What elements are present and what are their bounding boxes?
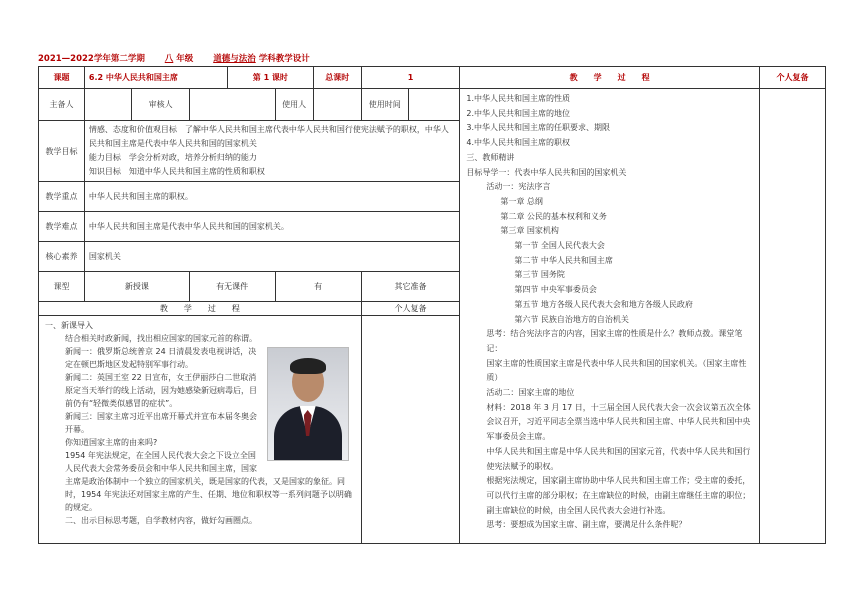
user-value <box>313 89 361 121</box>
lesson-plan-table <box>38 66 826 544</box>
sub-personal-notes <box>361 316 460 544</box>
process-line: 第三节 国务院 <box>514 270 565 280</box>
sub-personal-header: 个人复备 <box>361 302 460 316</box>
header-grade: 八 <box>164 54 174 64</box>
header-year: 2021—2022学年第二学期 <box>38 54 145 64</box>
sub-process-header: 教 学 过 程 <box>39 302 362 316</box>
total-periods-label: 总课时 <box>313 67 361 89</box>
process-line: 3.中华人民共和国主席的任职要求、期限 <box>466 123 610 133</box>
process-line: 国家主席的性质国家主席是代表中华人民共和国的国家机关。（国家主席性质） <box>486 358 747 383</box>
process-line: 第五节 地方各级人民代表大会和地方各级人民政府 <box>514 299 693 309</box>
total-periods-value: 1 <box>361 67 460 89</box>
process-line: 三、教师精讲 <box>466 152 515 162</box>
process-lines <box>466 92 753 533</box>
step-two: 二、出示目标思考题，自学教材内容，做好勾画圈点。 <box>65 516 257 525</box>
goal-emotion: 情感、态度和价值观目标 了解中华人民共和国主席代表中华人民共和国行使宪法赋予的职权，中华人民共和国主席是代表中华人民共和国的国家机关 <box>88 125 449 148</box>
intro-question: 结合相关时政新闻，找出相应国家的国家元首的称谓。 <box>65 334 257 343</box>
media-value: 有 <box>275 272 361 302</box>
lesson-period: 第 1 课时 <box>227 67 313 89</box>
difficulty-label: 教学难点 <box>39 212 85 242</box>
process-line: 活动一：宪法序言 <box>486 182 551 192</box>
process-line: 材料：2018 年 3 月 17 日，十三届全国人民代表大会一次会议第五次全体会议召开，习近平同志全票当选中华人民共和国主席、中华人民共和国中央军事委员会主席。 <box>486 402 751 442</box>
time-label: 使用时间 <box>361 89 408 121</box>
reviewer-value <box>189 89 275 121</box>
process-line: 第一章 总纲 <box>500 196 543 206</box>
reviewer-label: 审核人 <box>132 89 189 121</box>
process-line: 思考：结合宪法序言的内容，国家主席的性质是什么？教师点拨。课堂笔记： <box>486 329 743 353</box>
history-paragraph: 1954 年宪法规定，在全国人民代表大会之下设立全国人民代表大会常务委员会和中华人民共和国主席，国家主席是政治体制中一个独立的国家机关，既是国家的代表，又是国家的象征。同时，1954 年宪法还对国家主席的产生、任期、地位和职权等一系列问题予以明确的规定。 <box>65 451 352 512</box>
process-line: 第二节 中华人民共和国主席 <box>514 255 613 265</box>
origin-question: 你知道国家主席的由来吗? <box>65 438 158 447</box>
process-content <box>460 89 760 544</box>
leader-photo <box>267 347 349 461</box>
process-header: 教 学 过 程 <box>460 67 760 89</box>
process-line: 1.中华人民共和国主席的性质 <box>466 94 570 103</box>
process-line: 目标导学一：代表中华人民共和国的国家机关 <box>466 167 627 177</box>
process-line: 活动二：国家主席的地位 <box>486 388 575 398</box>
other-prep-label: 其它准备 <box>361 272 460 302</box>
personal-notes-column <box>759 89 825 544</box>
intro-heading: 一、新课导入 <box>45 321 93 330</box>
process-line: 根据宪法规定，国家副主席协助中华人民共和国主席工作；受主席的委托，可以代行主席的部分职权；在主席缺位的时候，由副主席继任主席的职位；副主席缺位的时候，由全国人民代表大会进行补选。 <box>486 476 751 515</box>
process-line: 第四节 中央军事委员会 <box>514 285 597 295</box>
goals-label: 教学目标 <box>39 121 85 182</box>
preparer-label: 主备人 <box>39 89 85 121</box>
goals-content <box>84 121 459 182</box>
process-line: 思考：要想成为国家主席、副主席，要满足什么条件呢？ <box>486 520 687 530</box>
lesson-label: 课题 <box>39 67 85 89</box>
type-label: 课型 <box>39 272 85 302</box>
lesson-intro-content <box>39 316 362 544</box>
difficulty-text: 中华人民共和国主席是代表中华人民共和国的国家机关。 <box>84 212 459 242</box>
process-line: 中华人民共和国主席是中华人民共和国的国家元首，代表中华人民共和国行使宪法赋予的职权。 <box>486 446 751 471</box>
goal-ability: 能力目标 学会分析对政，培养分析归纳的能力 <box>88 153 257 162</box>
news-three: 新闻三：国家主席习近平出席开幕式并宣布本届冬奥会开幕。 <box>65 412 257 434</box>
process-line: 第一节 全国人民代表大会 <box>514 241 605 251</box>
news-one: 新闻一：俄罗斯总统普京 24 日清晨发表电视讲话，决定在顿巴斯地区发起特别军事行动。 <box>65 347 257 369</box>
process-line: 第六节 民族自治地方的自治机关 <box>514 314 629 324</box>
key-points-text: 中华人民共和国主席的职权。 <box>84 182 459 212</box>
literacy-text: 国家机关 <box>84 242 459 272</box>
header-subject: 道德与法治 <box>213 54 256 64</box>
goal-knowledge: 知识目标 知道中华人民共和国主席的性质和职权 <box>88 167 265 176</box>
header-suffix: 学科教学设计 <box>258 54 310 64</box>
header-grade-suffix: 年级 <box>176 54 194 64</box>
media-label: 有无课件 <box>189 272 275 302</box>
news-two: 新闻二：英国王室 22 日宣布，女王伊丽莎白二世取消原定当天举行的线上活动，因为她感染新冠病毒后，目前仍有“轻微类似感冒的症状”。 <box>65 373 257 408</box>
personal-header: 个人复备 <box>759 67 825 89</box>
process-line: 2.中华人民共和国主席的地位 <box>466 108 570 118</box>
literacy-label: 核心素养 <box>39 242 85 272</box>
lesson-title: 6.2 中华人民共和国主席 <box>84 67 227 89</box>
key-points-label: 教学重点 <box>39 182 85 212</box>
user-label: 使用人 <box>275 89 313 121</box>
process-line: 第三章 国家机构 <box>500 226 559 236</box>
time-value <box>408 89 459 121</box>
type-value: 新授课 <box>84 272 189 302</box>
process-line: 第二章 公民的基本权利和义务 <box>500 211 607 221</box>
preparer-value <box>84 89 131 121</box>
process-line: 4.中华人民共和国主席的职权 <box>466 138 570 148</box>
